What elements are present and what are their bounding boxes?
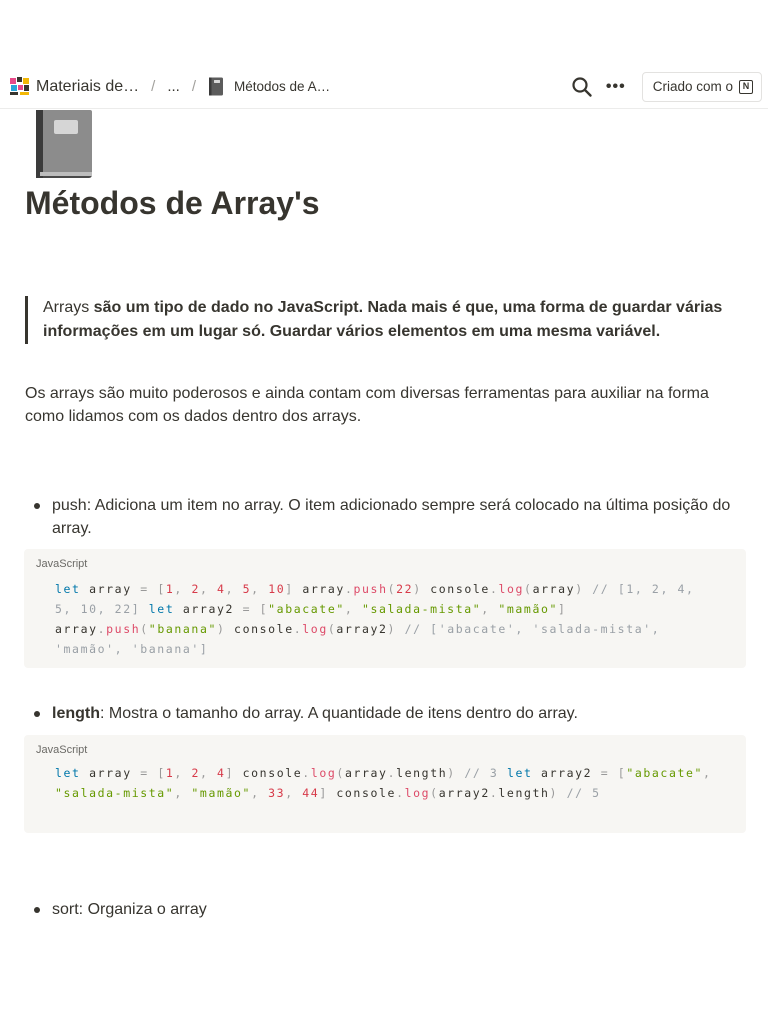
top-bar [0,65,768,109]
list-item-length [52,702,742,725]
code-token: . [293,622,303,636]
code-token [140,602,149,616]
code-token: console [234,766,303,780]
list-item-term: length [52,705,100,722]
code-token: "abacate" [268,602,345,616]
code-token [609,766,618,780]
code-token: [ [157,582,166,596]
code-block-push[interactable] [24,549,746,668]
code-token: = [140,766,149,780]
code-token: ) [575,582,584,596]
code-token: // ['abacate', 'salada-mista', 'mamão', 'banana'] [55,622,669,656]
code-token: ( [327,622,337,636]
notebook-icon [34,108,94,180]
code-token: ( [140,622,149,636]
code-token: , [703,766,712,780]
list-item-text: : Mostra o tamanho do array. A quantidade de itens dentro do array. [100,705,578,722]
code-token: log [404,786,431,800]
made-with-notion-button[interactable] [642,72,762,102]
code-language-label[interactable]: JavaScript [36,558,88,570]
code-block-length[interactable] [24,735,746,833]
code-content[interactable] [55,763,720,803]
code-token: // [1, 2, 4, 5, 10, 22] [55,582,704,616]
code-token [209,582,218,596]
code-token [396,622,405,636]
code-token: push [353,582,388,596]
code-language-label[interactable]: JavaScript [36,744,88,756]
code-token: let [55,766,81,780]
callout-quote [25,296,725,344]
code-token [234,582,243,596]
quote-bold-text: são um tipo de dado no JavaScript. Nada mais é que, uma forma de guardar várias informações em um lugar só. Guardar vários elementos em uma mesma variável. [43,299,723,340]
code-token: ] [285,582,294,596]
code-token [209,766,218,780]
workspace-logo-icon [10,77,30,97]
code-token: [ [617,766,627,780]
code-token: array [80,582,141,596]
code-token: , [199,582,209,596]
code-token: console [225,622,294,636]
code-token: let [148,602,175,616]
code-token: ( [336,766,345,780]
code-token: array [80,766,141,780]
breadcrumb [10,77,570,97]
code-token: ] [319,786,328,800]
code-token [353,602,362,616]
code-token: , [199,766,209,780]
code-token [260,786,269,800]
code-token: "banana" [148,622,217,636]
code-token: array2 [532,766,601,780]
code-token: 2 [191,582,200,596]
page-title: Métodos de Array's [25,185,320,221]
code-token: . [97,622,107,636]
code-token: array2 [438,786,490,800]
code-token: [ [259,602,269,616]
code-token: , [344,602,354,616]
code-content[interactable] [55,579,720,659]
breadcrumb-workspace[interactable] [10,77,139,97]
code-token: . [387,766,397,780]
code-token: [ [157,766,166,780]
code-token: ) [387,622,397,636]
code-token: , [225,582,235,596]
breadcrumb-ellipsis[interactable]: ... [167,78,180,95]
breadcrumb-page-label: Métodos de A… [234,79,331,94]
code-token [712,766,721,780]
code-token [251,602,260,616]
code-token: 22 [396,582,414,596]
code-token: log [310,766,337,780]
code-token: , [251,582,260,596]
code-token: , [285,786,294,800]
code-token: // 5 [566,786,601,800]
code-token: 2 [191,766,200,780]
code-token: array [532,582,576,596]
code-token: ) [549,786,559,800]
code-token: , [174,766,183,780]
notion-logo-icon: N [739,80,753,94]
code-token: , [251,786,260,800]
code-token: array [293,582,345,596]
code-token: = [242,602,252,616]
more-horizontal-icon[interactable]: ••• [605,77,626,95]
code-token: ( [524,582,533,596]
code-token: 5 [242,582,252,596]
breadcrumb-separator: / [151,78,156,95]
code-token: ) [413,582,422,596]
code-token: push [106,622,141,636]
code-token: log [302,622,328,636]
code-token: ( [430,786,439,800]
code-token: length [396,766,448,780]
code-token [584,582,593,596]
breadcrumb-workspace-label: Materiais de… [36,77,140,95]
code-token: array2 [336,622,388,636]
quote-lead: Arrays [43,299,94,316]
code-token: , [481,602,490,616]
code-token [498,766,507,780]
list-item-sort: sort: Organiza o array [52,898,742,921]
code-token: let [506,766,533,780]
code-token: array2 [174,602,243,616]
code-token: "salada-mista" [55,786,175,800]
code-token: array [55,602,576,636]
code-token: 4 [217,582,226,596]
code-token: "abacate" [626,766,704,780]
code-token: 1 [165,582,175,596]
list-item-push: push: Adiciona um item no array. O item adicionado sempre será colocado na última posição do array. [52,494,742,540]
top-actions [570,72,762,102]
code-token: . [489,786,499,800]
code-token [260,582,269,596]
code-token: "mamão" [191,786,252,800]
breadcrumb-separator: / [191,78,197,95]
code-token: . [344,582,354,596]
code-token: , [174,582,183,596]
code-token: . [489,582,499,596]
code-token: // 3 [464,766,499,780]
code-token: ) [447,766,456,780]
code-token: 4 [217,766,226,780]
code-token: ] [225,766,235,780]
code-token: console [421,582,490,596]
code-token: = [140,582,149,596]
code-token: . [302,766,311,780]
code-token [558,786,567,800]
code-token [294,786,303,800]
code-token: = [600,766,610,780]
code-token: log [498,582,525,596]
code-token: ] [558,602,567,616]
code-token: console [327,786,397,800]
code-token: array [344,766,388,780]
code-token: length [498,786,550,800]
code-token: 10 [268,582,286,596]
breadcrumb-page[interactable] [208,77,330,96]
code-token: let [55,582,81,596]
code-token: 44 [302,786,320,800]
code-token: "mamão" [498,602,559,616]
code-token: ( [387,582,397,596]
code-token: 1 [165,766,175,780]
code-token: , [174,786,183,800]
code-token: "salada-mista" [361,602,482,616]
search-icon[interactable] [570,75,594,99]
code-token: . [396,786,405,800]
made-with-label: Criado com o [652,79,733,94]
notebook-icon [208,77,224,96]
intro-paragraph: Os arrays são muito poderosos e ainda contam com diversas ferramentas para auxiliar na forma como lidamos com os dados dentro dos arrays. [25,385,709,425]
code-token: 33 [268,786,286,800]
code-token: ) [217,622,226,636]
